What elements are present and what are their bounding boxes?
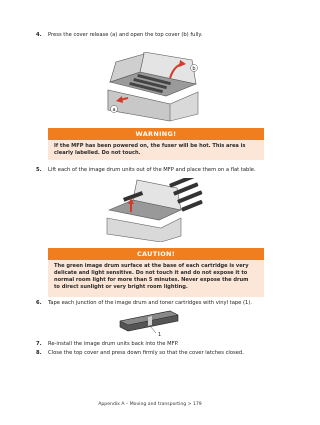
step-text: Tape each junction of the image drum and toner cartridges with vinyl tape (1). [48, 300, 253, 306]
label-1: 1 [158, 332, 162, 337]
caution-line: delicate and light sensitive. Do not touch it and do not expose it to [54, 270, 248, 276]
step-number: 4. [36, 32, 42, 38]
step-text: Lift each of the image drum units out of the MFP and place them on a flat table. [48, 167, 256, 173]
caution-line: normal room light for more than 5 minutes. Never expose the drum [54, 277, 249, 283]
caution-box [48, 248, 264, 297]
caution-title: CAUTION! [48, 248, 264, 260]
lift-drums-illustration [103, 178, 203, 242]
caution-line: The green image drum surface at the base of each cartridge is very [54, 263, 249, 269]
taped-cartridge-illustration [118, 307, 184, 337]
step-number: 6. [36, 300, 42, 306]
step-text: Press the cover release (a) and open the top cover (b) fully. [48, 32, 203, 38]
step-number: 7. [36, 341, 42, 347]
warning-line: clearly labelled. Do not touch. [54, 150, 141, 156]
caution-line: to direct sunlight or very bright room lighting. [54, 284, 188, 290]
warning-line: If the MFP has been powered on, the fuser will be hot. This area is [54, 143, 246, 149]
step-text: Close the top cover and press down firmly so that the cover latches closed. [48, 350, 244, 356]
page-footer: Appendix A – Moving and transporting > 179 [98, 402, 202, 407]
warning-box [48, 128, 264, 160]
label-b: b [192, 66, 196, 72]
mfp-open-cover-illustration [100, 52, 205, 122]
warning-title: WARNING! [48, 128, 264, 140]
step-number: 5. [36, 167, 42, 173]
warning-text [48, 140, 264, 157]
label-a: a [112, 107, 116, 113]
step-text: Re-install the image drum units back into the MFP. [48, 341, 179, 347]
caution-text [48, 260, 264, 291]
step-number: 8. [36, 350, 42, 356]
